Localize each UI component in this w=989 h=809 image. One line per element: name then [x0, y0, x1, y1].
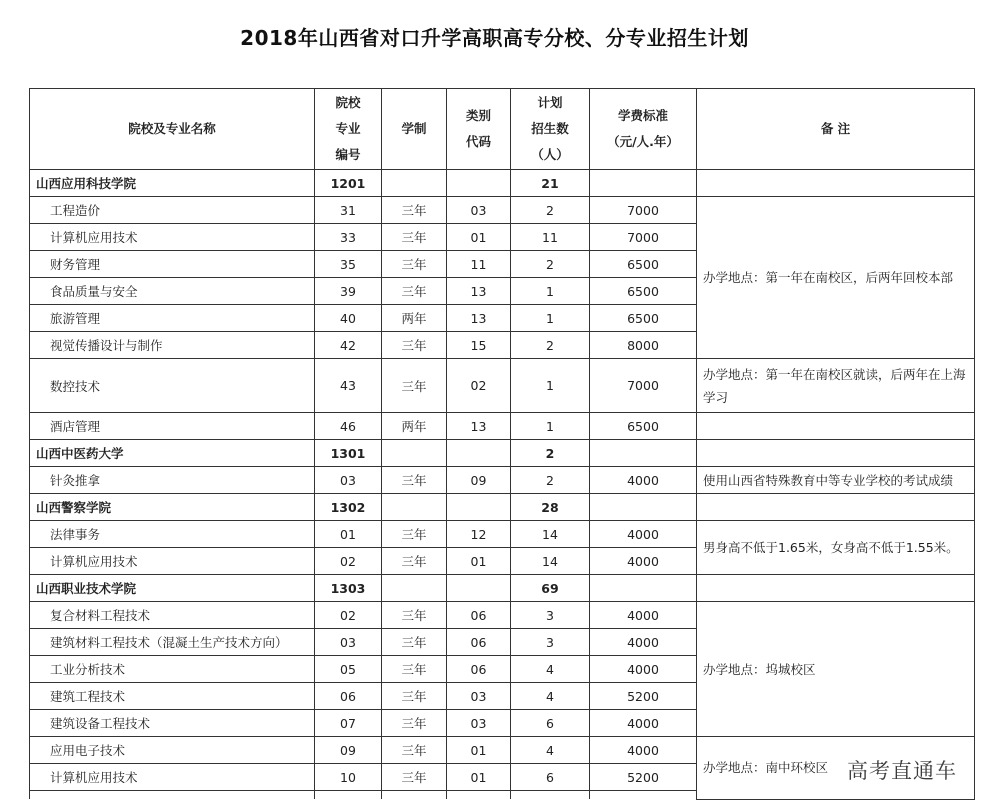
major-category: 13: [447, 278, 511, 305]
major-code: 03: [315, 629, 382, 656]
major-plan: 1: [511, 359, 590, 413]
page-title: 2018年山西省对口升学高职高专分校、分专业招生计划: [240, 26, 749, 50]
major-name: 计算机应用技术: [30, 224, 315, 251]
header-code: 院校 专业 编号: [315, 89, 382, 170]
major-plan: 4: [511, 737, 590, 764]
major-duration: 三年: [382, 548, 447, 575]
major-fee: 6500: [590, 278, 697, 305]
school-plan: 69: [511, 575, 590, 602]
remark-note: 办学地点：第一年在南校区，后两年回校本部: [697, 197, 975, 359]
school-name: 山西应用科技学院: [30, 170, 315, 197]
remark-note: 男身高不低于1.65米，女身高不低于1.55米。: [697, 521, 975, 575]
major-row: [30, 521, 975, 548]
major-duration: 三年: [382, 710, 447, 737]
major-fee: 4000: [590, 548, 697, 575]
school-code: 1303: [315, 575, 382, 602]
major-name: 建筑工程技术: [30, 683, 315, 710]
major-row: [30, 413, 975, 440]
major-fee: 5200: [590, 764, 697, 791]
major-code: 01: [315, 521, 382, 548]
header-category: 类别 代码: [447, 89, 511, 170]
major-name: 建筑材料工程技术（混凝土生产技术方向）: [30, 629, 315, 656]
major-category: 03: [447, 710, 511, 737]
school-code: 1301: [315, 440, 382, 467]
major-code: 03: [315, 467, 382, 494]
major-fee: 8000: [590, 332, 697, 359]
major-fee: 7000: [590, 197, 697, 224]
major-name: 旅游管理: [30, 305, 315, 332]
major-code: 07: [315, 710, 382, 737]
major-duration: 三年: [382, 332, 447, 359]
major-code: 31: [315, 197, 382, 224]
school-row: [30, 494, 975, 521]
school-code: 1201: [315, 170, 382, 197]
major-duration: 三年: [382, 224, 447, 251]
header-school-major-name: 院校及专业名称: [30, 89, 315, 170]
school-name: 山西职业技术学院: [30, 575, 315, 602]
major-fee: 6500: [590, 251, 697, 278]
school-row: [30, 440, 975, 467]
major-duration: 三年: [382, 359, 447, 413]
major-category: 01: [447, 737, 511, 764]
major-fee: 7000: [590, 359, 697, 413]
major-fee: 4000: [590, 467, 697, 494]
school-row: [30, 170, 975, 197]
major-code: 39: [315, 278, 382, 305]
major-name: 计算机应用技术: [30, 764, 315, 791]
major-category: 11: [447, 251, 511, 278]
major-code: 40: [315, 305, 382, 332]
major-duration: 三年: [382, 278, 447, 305]
major-row: [30, 197, 975, 224]
major-category: 01: [447, 548, 511, 575]
major-name: 食品质量与安全: [30, 278, 315, 305]
school-code: 1302: [315, 494, 382, 521]
major-name: 法律事务: [30, 521, 315, 548]
major-category: 02: [447, 359, 511, 413]
school-name: 山西中医药大学: [30, 440, 315, 467]
major-duration: 三年: [382, 629, 447, 656]
major-category: 12: [447, 521, 511, 548]
table-header-row: [30, 89, 975, 170]
major-plan: 2: [511, 332, 590, 359]
major-row: [30, 359, 975, 413]
school-plan: 2: [511, 440, 590, 467]
major-code: 42: [315, 332, 382, 359]
major-plan: 3: [511, 602, 590, 629]
major-duration: 三年: [382, 683, 447, 710]
major-code: 09: [315, 737, 382, 764]
remark-note: 办学地点：第一年在南校区就读，后两年在上海学习: [697, 359, 975, 413]
major-fee: 4000: [590, 710, 697, 737]
header-remark: 备 注: [697, 89, 975, 170]
major-fee: 4000: [590, 656, 697, 683]
major-category: 03: [447, 197, 511, 224]
school-name: 山西警察学院: [30, 494, 315, 521]
major-duration: 三年: [382, 467, 447, 494]
major-category: 06: [447, 602, 511, 629]
remark-note: 办学地点：南中环校区: [697, 737, 975, 800]
major-code: 02: [315, 602, 382, 629]
major-name: 建筑设备工程技术: [30, 710, 315, 737]
major-duration: 三年: [382, 251, 447, 278]
major-name: 财务管理: [30, 251, 315, 278]
major-code: 33: [315, 224, 382, 251]
major-code: 05: [315, 656, 382, 683]
major-name: 应用电子技术: [30, 737, 315, 764]
major-code: 35: [315, 251, 382, 278]
major-duration: 三年: [382, 602, 447, 629]
major-row: [30, 467, 975, 494]
major-category: 01: [447, 764, 511, 791]
major-duration: 两年: [382, 305, 447, 332]
major-plan: 2: [511, 251, 590, 278]
major-duration: 三年: [382, 737, 447, 764]
school-plan: 21: [511, 170, 590, 197]
header-fee: 学费标准 （元/人.年）: [590, 89, 697, 170]
major-plan: 1: [511, 413, 590, 440]
major-fee: 4000: [590, 629, 697, 656]
major-fee: 6500: [590, 413, 697, 440]
major-plan: 2: [511, 467, 590, 494]
major-category: 13: [447, 305, 511, 332]
major-code: 10: [315, 764, 382, 791]
major-category: 09: [447, 467, 511, 494]
major-plan: 14: [511, 521, 590, 548]
major-code: 43: [315, 359, 382, 413]
major-name: 酒店管理: [30, 413, 315, 440]
major-fee: 4000: [590, 521, 697, 548]
major-name: 数控技术: [30, 359, 315, 413]
header-plan: 计划 招生数 （人）: [511, 89, 590, 170]
major-category: 03: [447, 683, 511, 710]
major-duration: 三年: [382, 656, 447, 683]
major-fee: 5200: [590, 683, 697, 710]
major-duration: 三年: [382, 197, 447, 224]
major-duration: 三年: [382, 764, 447, 791]
major-category: 06: [447, 629, 511, 656]
major-plan: 6: [511, 764, 590, 791]
remark-note: 办学地点：坞城校区: [697, 602, 975, 737]
major-fee: 6500: [590, 305, 697, 332]
major-plan: 6: [511, 710, 590, 737]
major-name: 工程造价: [30, 197, 315, 224]
major-name: 工业分析技术: [30, 656, 315, 683]
major-code: 46: [315, 413, 382, 440]
school-row: [30, 575, 975, 602]
major-row: [30, 737, 975, 764]
major-duration: 三年: [382, 521, 447, 548]
major-plan: 2: [511, 197, 590, 224]
major-plan: 14: [511, 548, 590, 575]
major-fee: 4000: [590, 737, 697, 764]
school-plan: 28: [511, 494, 590, 521]
major-category: 13: [447, 413, 511, 440]
remark-note: 使用山西省特殊教育中等专业学校的考试成绩: [697, 467, 975, 494]
major-row: [30, 602, 975, 629]
major-duration: 两年: [382, 413, 447, 440]
major-plan: 3: [511, 629, 590, 656]
major-category: 01: [447, 224, 511, 251]
enrollment-plan-table: [29, 88, 975, 800]
major-code: 02: [315, 548, 382, 575]
major-name: 复合材料工程技术: [30, 602, 315, 629]
major-name: 视觉传播设计与制作: [30, 332, 315, 359]
major-fee: 4000: [590, 602, 697, 629]
major-plan: 4: [511, 683, 590, 710]
major-category: 15: [447, 332, 511, 359]
major-code: 06: [315, 683, 382, 710]
header-duration: 学制: [382, 89, 447, 170]
major-fee: 7000: [590, 224, 697, 251]
major-category: 06: [447, 656, 511, 683]
major-plan: 1: [511, 278, 590, 305]
major-plan: 1: [511, 305, 590, 332]
watermark-text: 高考直通车: [845, 755, 959, 785]
major-plan: 11: [511, 224, 590, 251]
major-name: 针灸推拿: [30, 467, 315, 494]
major-plan: 4: [511, 656, 590, 683]
major-name: 计算机应用技术: [30, 548, 315, 575]
